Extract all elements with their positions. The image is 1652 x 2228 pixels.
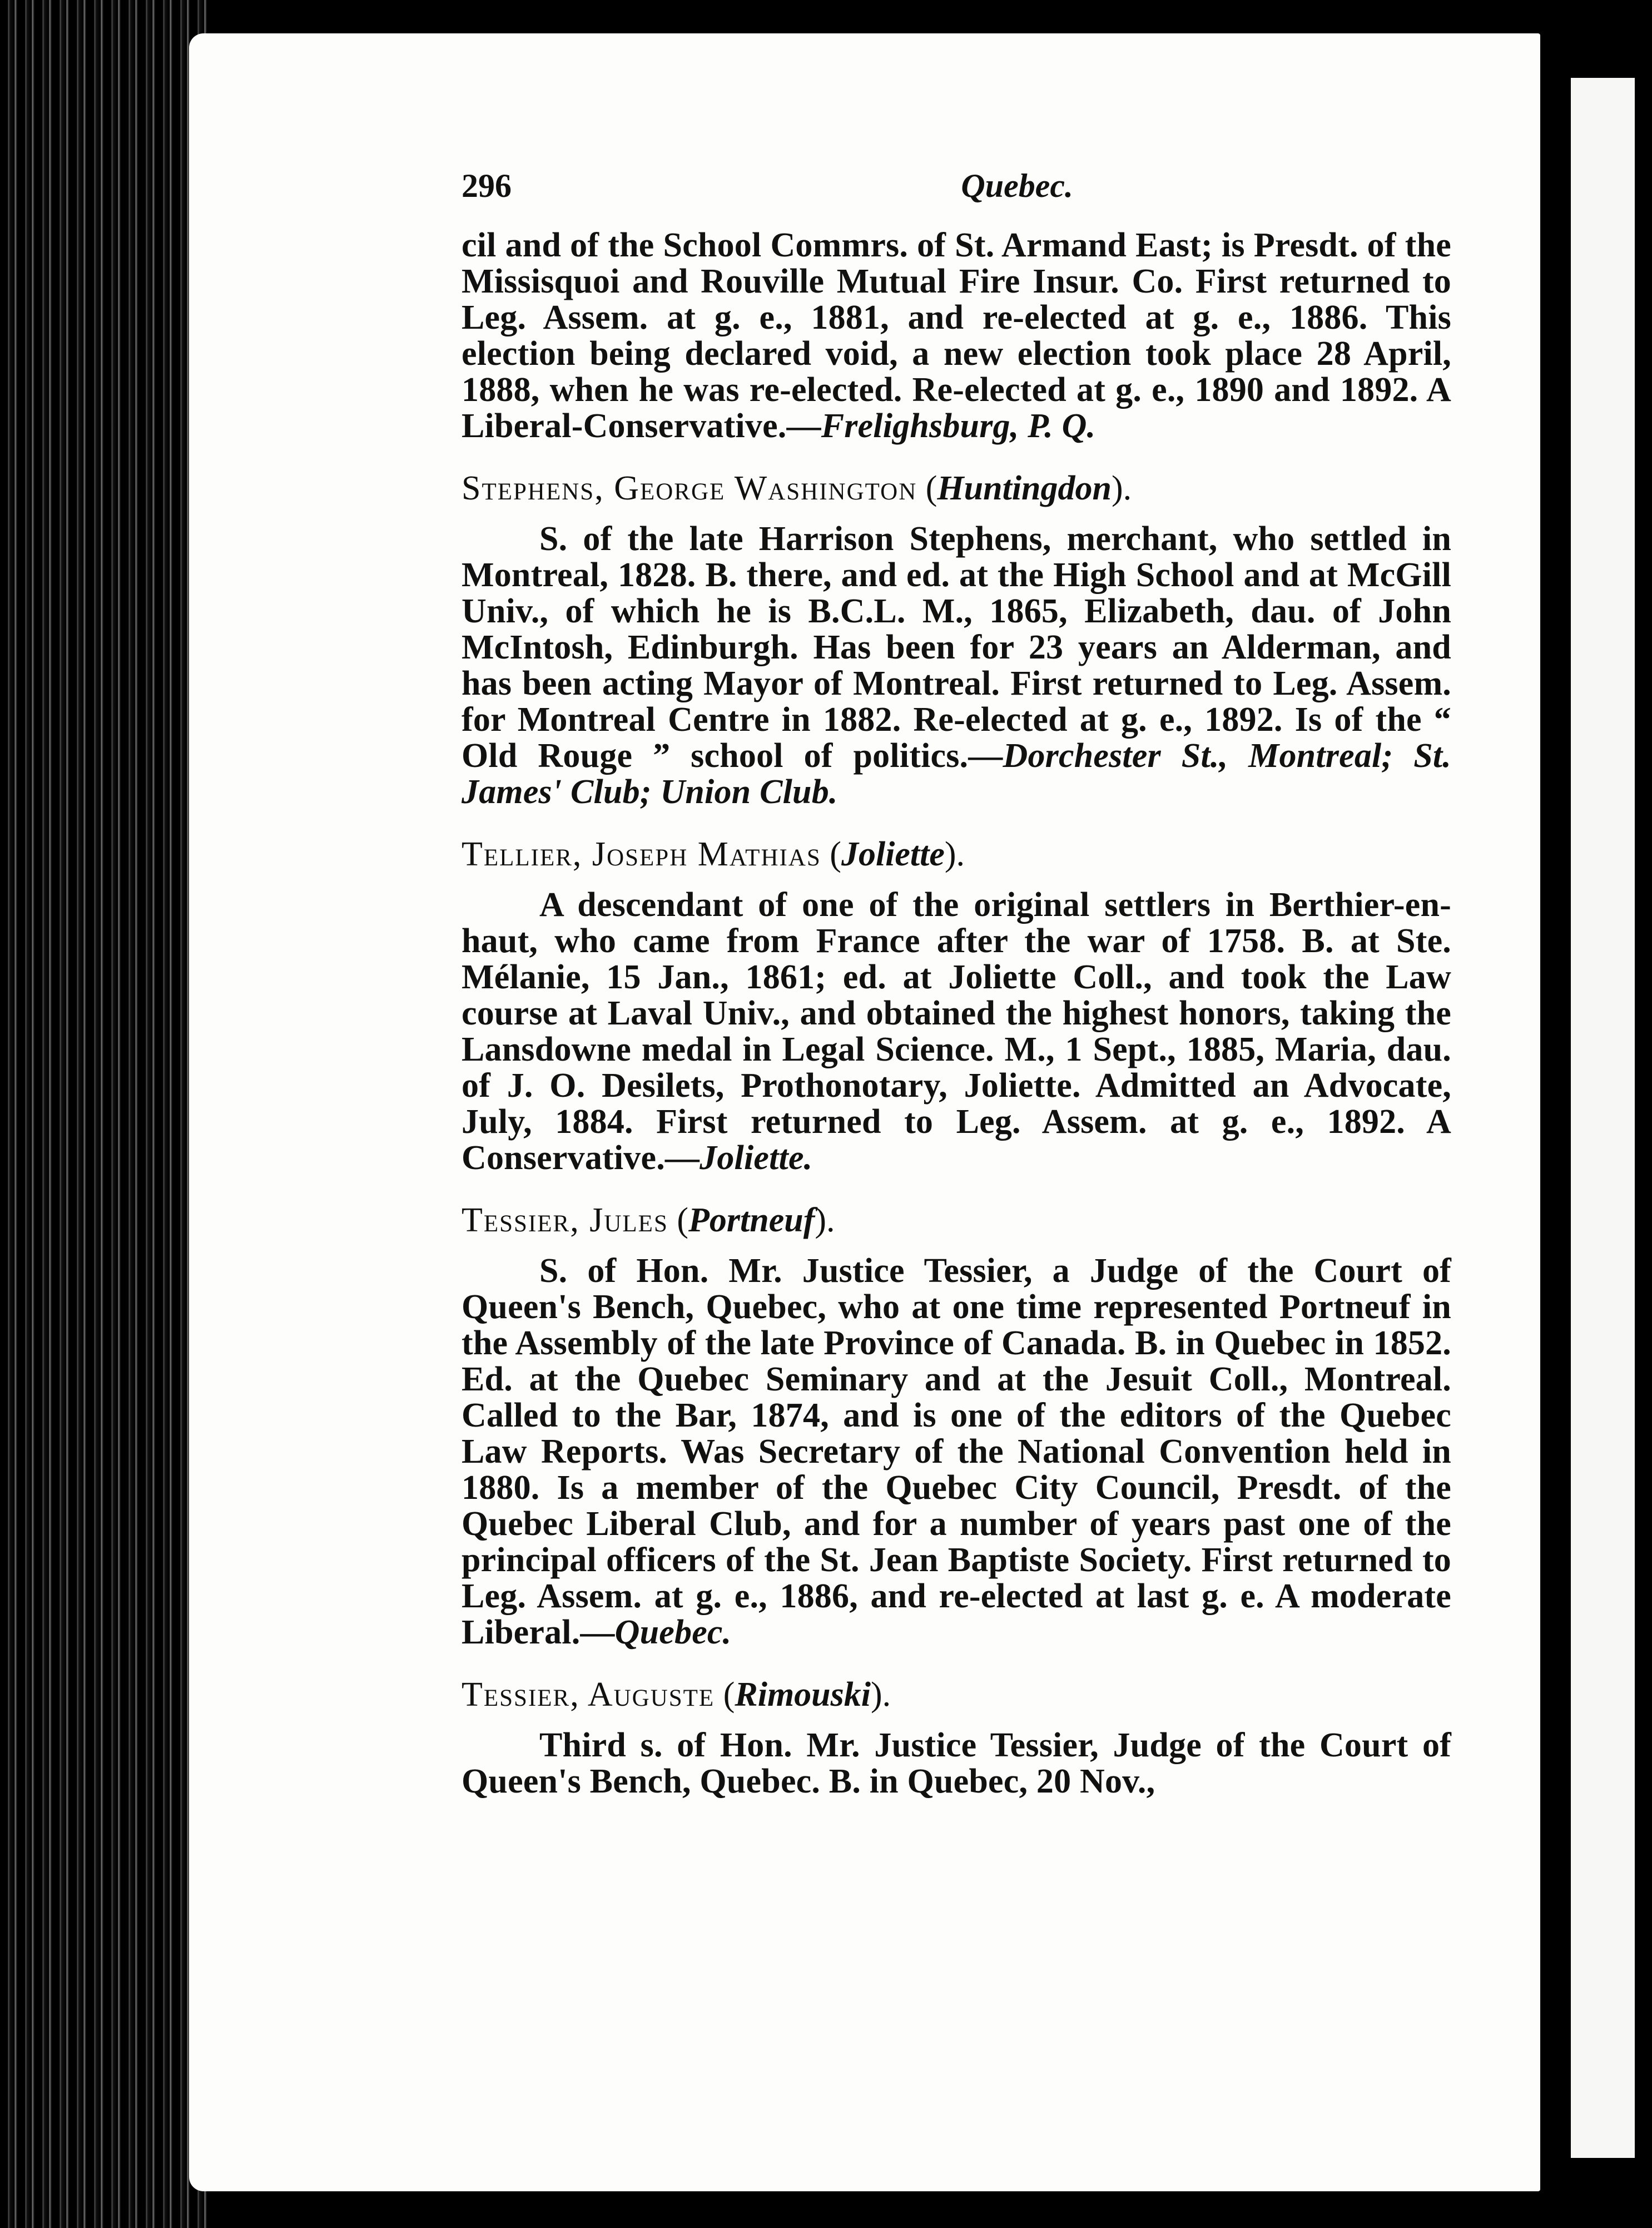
running-title: Quebec. [961, 167, 1073, 204]
facing-page-edge [1571, 78, 1635, 2158]
entry-address: Frelighsburg, P. Q. [821, 407, 1096, 445]
page-content [462, 167, 1451, 1800]
entry-paragraph: S. of Hon. Mr. Justice Tessier, a Judge of the Court of Queen's Bench, Quebec, who at one time represented Portneuf in the Assembly of the late Province of Canada. B. in Quebec in 1852. Ed. at the Quebec Seminary and at the Jesuit Coll., Montreal. Called to the Bar, 1874, and is one of the editors of the Quebec Law Reports. Was Secretary of the National Convention held in 1880. Is a member of the Quebec City Council, Presdt. of the Quebec Liberal Club, and for a number of years past one of the principal officers of the St. Jean Baptiste Society. First returned to Leg. Assem. at g. e., 1886, and re-elected at last g. e. A moderate Liberal.—Quebec. [462, 1252, 1451, 1651]
page-number: 296 [462, 167, 512, 204]
member-name: Tessier, Auguste [462, 1676, 715, 1714]
member-name: Tessier, Jules [462, 1201, 668, 1239]
riding-name: Joliette [841, 835, 945, 873]
entry-heading: Stephens, George Washington (Huntingdon). [462, 469, 1132, 507]
riding-name: Huntingdon [937, 469, 1112, 507]
book-binding-shadow [0, 0, 211, 2228]
entry-paragraph: A descendant of one of the original settlers in Berthier-en-haut, who came from France after the war of 1758. B. at Ste. Mélanie, 15 Jan., 1861; ed. at Joliette Coll., and took the Law course at Laval Univ., and obtained the highest honors, taking the Lansdowne medal in Legal Science. M., 1 Sept., 1885, Maria, dau. of J. O. Desilets, Prothonotary, Joliette. Admitted an Advocate, July, 1884. First returned to Leg. Assem. at g. e., 1892. A Conservative.—Joliette. [462, 886, 1451, 1177]
entry-address: Dorchester St., Montreal; St. James' Club; Union Club. [462, 737, 1451, 811]
running-head [462, 167, 1073, 205]
entry-heading: Tessier, Auguste (Rimouski). [462, 1676, 891, 1714]
entry-address: Joliette. [700, 1139, 813, 1177]
entry-paragraph: Third s. of Hon. Mr. Justice Tessier, Judge of the Court of Queen's Bench, Quebec. B. in Quebec, 20 Nov., [462, 1726, 1451, 1800]
member-name: Stephens, George Washington [462, 469, 917, 507]
entry-paragraph: S. of the late Harrison Stephens, merchant, who settled in Montreal, 1828. B. there, and ed. at the High School and at McGill Univ., of which he is B.C.L. M., 1865, Elizabeth, dau. of John McIntosh, Edinburgh. Has been for 23 years an Alderman, and has been acting Mayor of Montreal. First returned to Leg. Assem. for Montreal Centre in 1882. Re-elected at g. e., 1892. Is of the “ Old Rouge ” school of politics.—Dorchester St., Montreal; St. James' Club; Union Club. [462, 520, 1451, 811]
riding-name: Portneuf [688, 1201, 815, 1239]
entry-heading: Tellier, Joseph Mathias (Joliette). [462, 835, 965, 873]
riding-name: Rimouski [735, 1676, 871, 1714]
entry-address: Quebec. [614, 1613, 732, 1651]
member-name: Tellier, Joseph Mathias [462, 835, 821, 873]
continuation-paragraph: cil and of the School Commrs. of St. Armand East; is Presdt. of the Missisquoi and Rouville Mutual Fire Insur. Co. First returned to Leg. Assem. at g. e., 1881, and re-elected at g. e., 1886. This election being declared void, a new election took place 28 April, 1888, when he was re-elected. Re-elected at g. e., 1890 and 1892. A Liberal-Conservative.—Frelighsburg, P. Q. [462, 226, 1451, 445]
entry-heading: Tessier, Jules (Portneuf). [462, 1201, 835, 1239]
